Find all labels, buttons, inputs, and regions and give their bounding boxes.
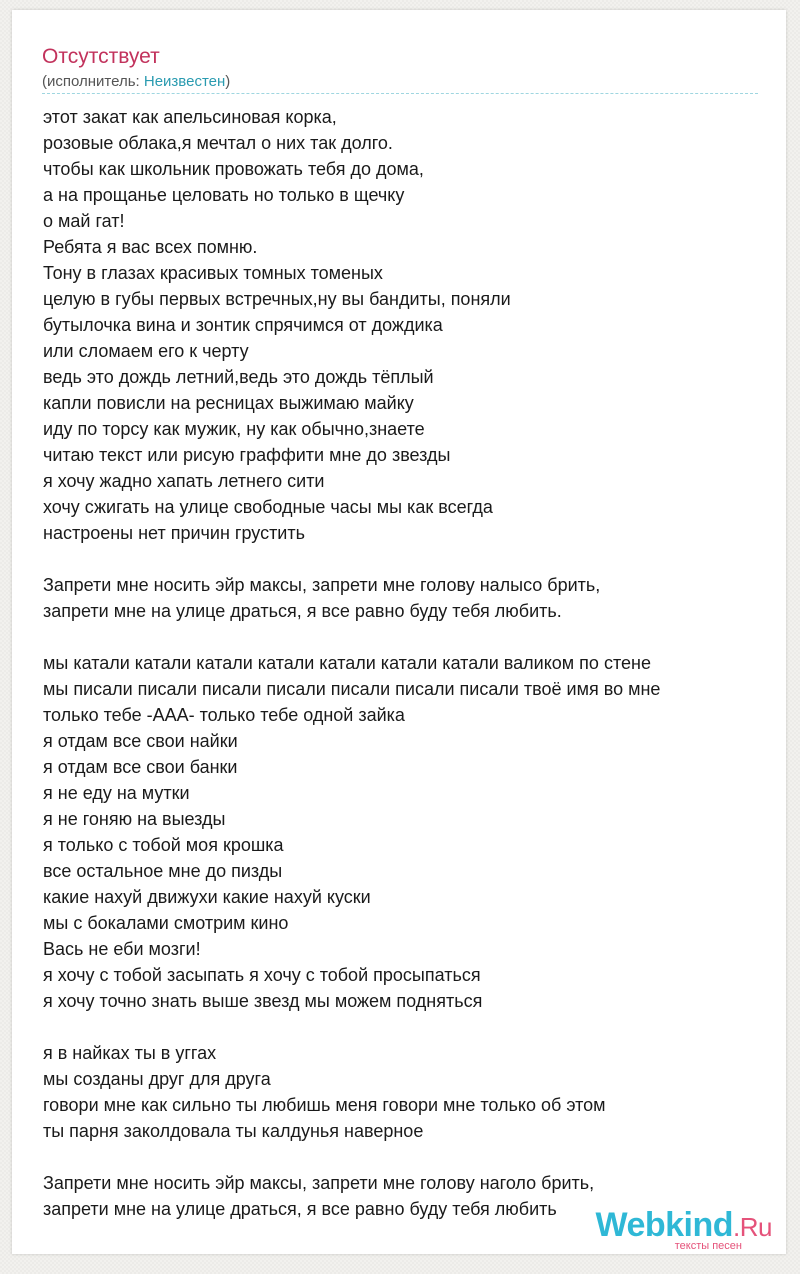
lyric-line: мы с бокалами смотрим кино (43, 913, 289, 933)
lyric-line: читаю текст или рисую граффити мне до звезды (43, 445, 451, 465)
lyric-line: я отдам все свои банки (43, 757, 238, 777)
lyric-line: Вась не еби мозги! (43, 939, 201, 959)
lyric-line: говори мне как сильно ты любишь меня говори мне только об этом (43, 1095, 606, 1115)
lyric-blank-line (43, 624, 773, 650)
artist-line (42, 72, 230, 92)
lyric-line: Запрети мне носить эйр максы, запрети мне голову налысо брить, (43, 575, 601, 595)
lyric-line: я хочу точно знать выше звезд мы можем подняться (43, 991, 483, 1011)
lyric-line: запрети мне на улице драться, я все равно буду тебя любить. (43, 601, 562, 621)
lyric-line: или сломаем его к черту (43, 341, 249, 361)
artist-link[interactable]: Неизвестен (143, 73, 226, 90)
lyric-line: запрети мне на улице драться, я все равно буду тебя любить (43, 1199, 557, 1219)
artist-prefix: (исполнитель: (42, 73, 144, 90)
logo-tld: .Ru (733, 1212, 772, 1242)
lyric-line: бутылочка вина и зонтик спрячимся от дождика (43, 315, 443, 335)
lyric-line: Ребята я вас всех помню. (43, 237, 258, 257)
artist-suffix: ) (225, 73, 231, 90)
lyric-line: капли повисли на ресницах выжимаю майку (43, 393, 414, 413)
lyric-line: все остальное мне до пизды (43, 861, 283, 881)
lyric-blank-line (43, 546, 773, 572)
lyric-line: розовые облака,я мечтал о них так долго. (43, 133, 393, 153)
lyric-line: только тебе -ААА- только тебе одной зайка (43, 705, 405, 725)
lyric-line: а на прощанье целовать но только в щечку (43, 185, 405, 205)
webkind-logo (595, 1207, 772, 1251)
lyric-line: о май гат! (43, 211, 125, 231)
lyrics-block (43, 104, 773, 1222)
separator (42, 93, 758, 94)
lyric-line: я не гоняю на выезды (43, 809, 226, 829)
lyric-line: ты парня заколдовала ты калдунья наверное (43, 1121, 424, 1141)
lyric-line: настроены нет причин грустить (43, 523, 305, 543)
lyric-blank-line (43, 1014, 773, 1040)
lyric-blank-line (43, 1144, 773, 1170)
song-title: Отсутствует (42, 45, 160, 68)
lyric-line: целую в губы первых встречных,ну вы бандиты, поняли (43, 289, 511, 309)
lyric-line: Запрети мне носить эйр максы, запрети мне голову наголо брить, (43, 1173, 595, 1193)
lyric-line: я не еду на мутки (43, 783, 190, 803)
lyric-line: я только с тобой моя крошка (43, 835, 284, 855)
lyric-line: мы созданы друг для друга (43, 1069, 271, 1089)
lyric-line: ведь это дождь летний,ведь это дождь тёплый (43, 367, 434, 387)
lyric-line: хочу сжигать на улице свободные часы мы как всегда (43, 497, 493, 517)
lyric-line: какие нахуй движухи какие нахуй куски (43, 887, 371, 907)
lyric-line: мы писали писали писали писали писали писали писали твоё имя во мне (43, 679, 661, 699)
lyric-line: я отдам все свои найки (43, 731, 238, 751)
logo-name: Webkind (595, 1206, 734, 1244)
logo-tagline: тексты песен (674, 1240, 742, 1252)
lyric-line: этот закат как апельсиновая корка, (43, 107, 337, 127)
lyric-line: я хочу жадно хапать летнего сити (43, 471, 325, 491)
lyric-line: я хочу с тобой засыпать я хочу с тобой просыпаться (43, 965, 481, 985)
lyric-line: Тону в глазах красивых томных томеных (43, 263, 383, 283)
lyric-line: иду по торсу как мужик, ну как обычно,знаете (43, 419, 425, 439)
lyric-line: я в найках ты в уггах (43, 1043, 217, 1063)
lyric-line: мы катали катали катали катали катали катали катали валиком по стене (43, 653, 651, 673)
lyric-line: чтобы как школьник провожать тебя до дома, (43, 159, 424, 179)
